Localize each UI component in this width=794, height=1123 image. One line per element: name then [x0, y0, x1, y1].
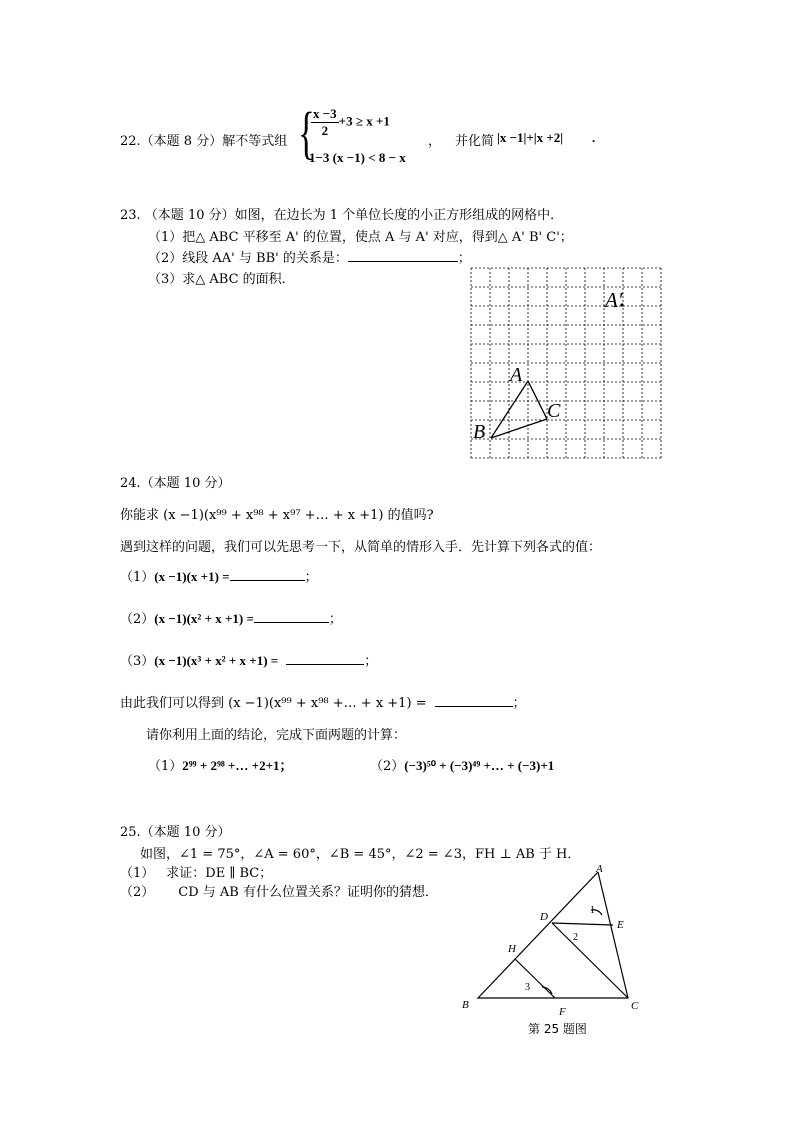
- q25-part2: [120, 881, 438, 900]
- q22-inequality-1: [311, 106, 390, 139]
- q22-inequality-2: 1−3 (x −1) < 8 − x: [309, 150, 406, 165]
- q22-numerator: x −3: [313, 106, 337, 121]
- q24-item-2: [120, 608, 342, 627]
- q24-title: 24.（本题 10 分）: [120, 476, 231, 491]
- q24-item-3: [120, 650, 377, 669]
- fig-angle-3: 3: [525, 982, 530, 993]
- q24-question: 你能求 (x −1)(x⁹⁹ + x⁹⁸ + x⁹⁷ +… + x +1) 的值吗?: [120, 508, 434, 523]
- q24-calc-1-expr: 2⁹⁹ + 2⁹⁸ +… +2+1；: [182, 758, 293, 773]
- q23-part2-text: （2）线段 AA' 与 BB' 的关系是：: [148, 251, 348, 266]
- q24-conclusion-expr: 由此我们可以得到 (x −1)(x⁹⁹ + x⁹⁸ +… + x +1) =: [120, 696, 427, 711]
- q22-simplify-text: 并化简: [455, 134, 495, 149]
- q23-title: 23. （本题 10 分）如图，在边长为 1 个单位长度的小正方形组成的网格中．: [120, 208, 564, 223]
- triangle-abc: [491, 381, 547, 438]
- q24-calc-2: [370, 755, 554, 774]
- q22-abs-expression: |x −1|+|x +2|: [497, 130, 564, 145]
- fig-label-f: F: [559, 1006, 566, 1018]
- q25-part1-text: 求证：DE ∥ BC；: [166, 866, 273, 881]
- q22-period: .: [592, 130, 596, 145]
- left-brace: {: [298, 100, 315, 165]
- label-b: B: [473, 421, 486, 443]
- q25-given: 如图，∠1 = 75°，∠A = 60°，∠B = 45°，∠2 = ∠3，FH ⊥ AB 于 H．: [140, 847, 581, 862]
- q24-item-3-blank: [286, 652, 364, 665]
- q24-conclusion: [120, 692, 526, 711]
- dashed-grid: [471, 268, 661, 458]
- q23-part2: [148, 247, 471, 266]
- q25-part1-label: （1）: [120, 866, 155, 881]
- q24-item-2-label: （2）: [120, 612, 155, 627]
- q22-denominator: 2: [321, 123, 329, 138]
- q22-label: 22.（本题 8 分）解不等式组: [120, 134, 288, 149]
- q22-comma: ，: [428, 134, 442, 149]
- q24-calc-1: [148, 755, 293, 774]
- label-a: A: [510, 364, 523, 386]
- q25-part1: [120, 862, 272, 881]
- fig-label-c: C: [631, 1000, 639, 1012]
- q25-caption: 第 25 题图: [528, 1022, 587, 1036]
- q23-part2-end: ；: [457, 251, 471, 266]
- fig-label-d: D: [540, 911, 548, 923]
- q23-grid-figure: [468, 266, 664, 462]
- label-c: C: [547, 400, 561, 422]
- q23-answer-blank: [348, 249, 458, 262]
- q24-item-1-expr: (x −1)(x +1) =: [154, 569, 230, 584]
- label-a-prime: A′: [605, 288, 623, 312]
- q24-intro: 遇到这样的问题，我们可以先思考一下，从简单的情形入手．先计算下列各式的值：: [120, 540, 602, 555]
- q24-item-2-blank: [254, 610, 329, 623]
- q24-item-3-semi: ；: [364, 654, 378, 669]
- fig-label-b: B: [462, 999, 469, 1011]
- q24-item-2-expr: (x −1)(x² + x +1) =: [154, 611, 254, 626]
- q23-part1: （1）把△ ABC 平移至 A' 的位置，使点 A 与 A' 对应，得到△ A' B' C'；: [148, 230, 573, 245]
- q22-line1-rest: +3 ≥ x +1: [338, 113, 390, 129]
- q24-conclusion-semi: ；: [512, 696, 526, 711]
- q24-item-1-blank: [230, 568, 305, 581]
- q24-conclusion-blank: [435, 694, 513, 707]
- q24-calc-2-expr: (−3)⁵⁰ + (−3)⁴⁹ +… + (−3)+1: [404, 758, 555, 773]
- q25-part2-text: CD 与 AB 有什么位置关系？证明你的猜想．: [178, 885, 438, 900]
- fig-angle-1: 1: [590, 905, 595, 916]
- fig-label-h: H: [508, 943, 516, 955]
- q24-item-2-semi: ；: [328, 612, 342, 627]
- q25-title: 25.（本题 10 分）: [120, 825, 231, 840]
- fig-label-a: A: [596, 863, 603, 875]
- q24-item-1: [120, 566, 318, 585]
- q24-item-3-label: （3）: [120, 654, 155, 669]
- q22-fraction: [311, 106, 339, 139]
- fig-label-e: E: [617, 919, 624, 931]
- q25-triangle-figure: [455, 860, 655, 1040]
- fig-angle-2: 2: [573, 932, 578, 943]
- q24-item-3-expr: (x −1)(x³ + x² + x +1) =: [154, 653, 279, 668]
- q24-calc-2-label: （2）: [370, 759, 405, 774]
- q24-use-text: 请你利用上面的结论，完成下面两题的计算：: [146, 728, 407, 743]
- q24-calc-1-label: （1）: [148, 759, 183, 774]
- q23-part3: （3）求△ ABC 的面积．: [148, 272, 295, 287]
- figure-lines: [478, 872, 628, 998]
- q24-item-1-semi: ；: [304, 570, 318, 585]
- q24-item-1-label: （1）: [120, 570, 155, 585]
- q25-part2-label: （2）: [120, 885, 155, 900]
